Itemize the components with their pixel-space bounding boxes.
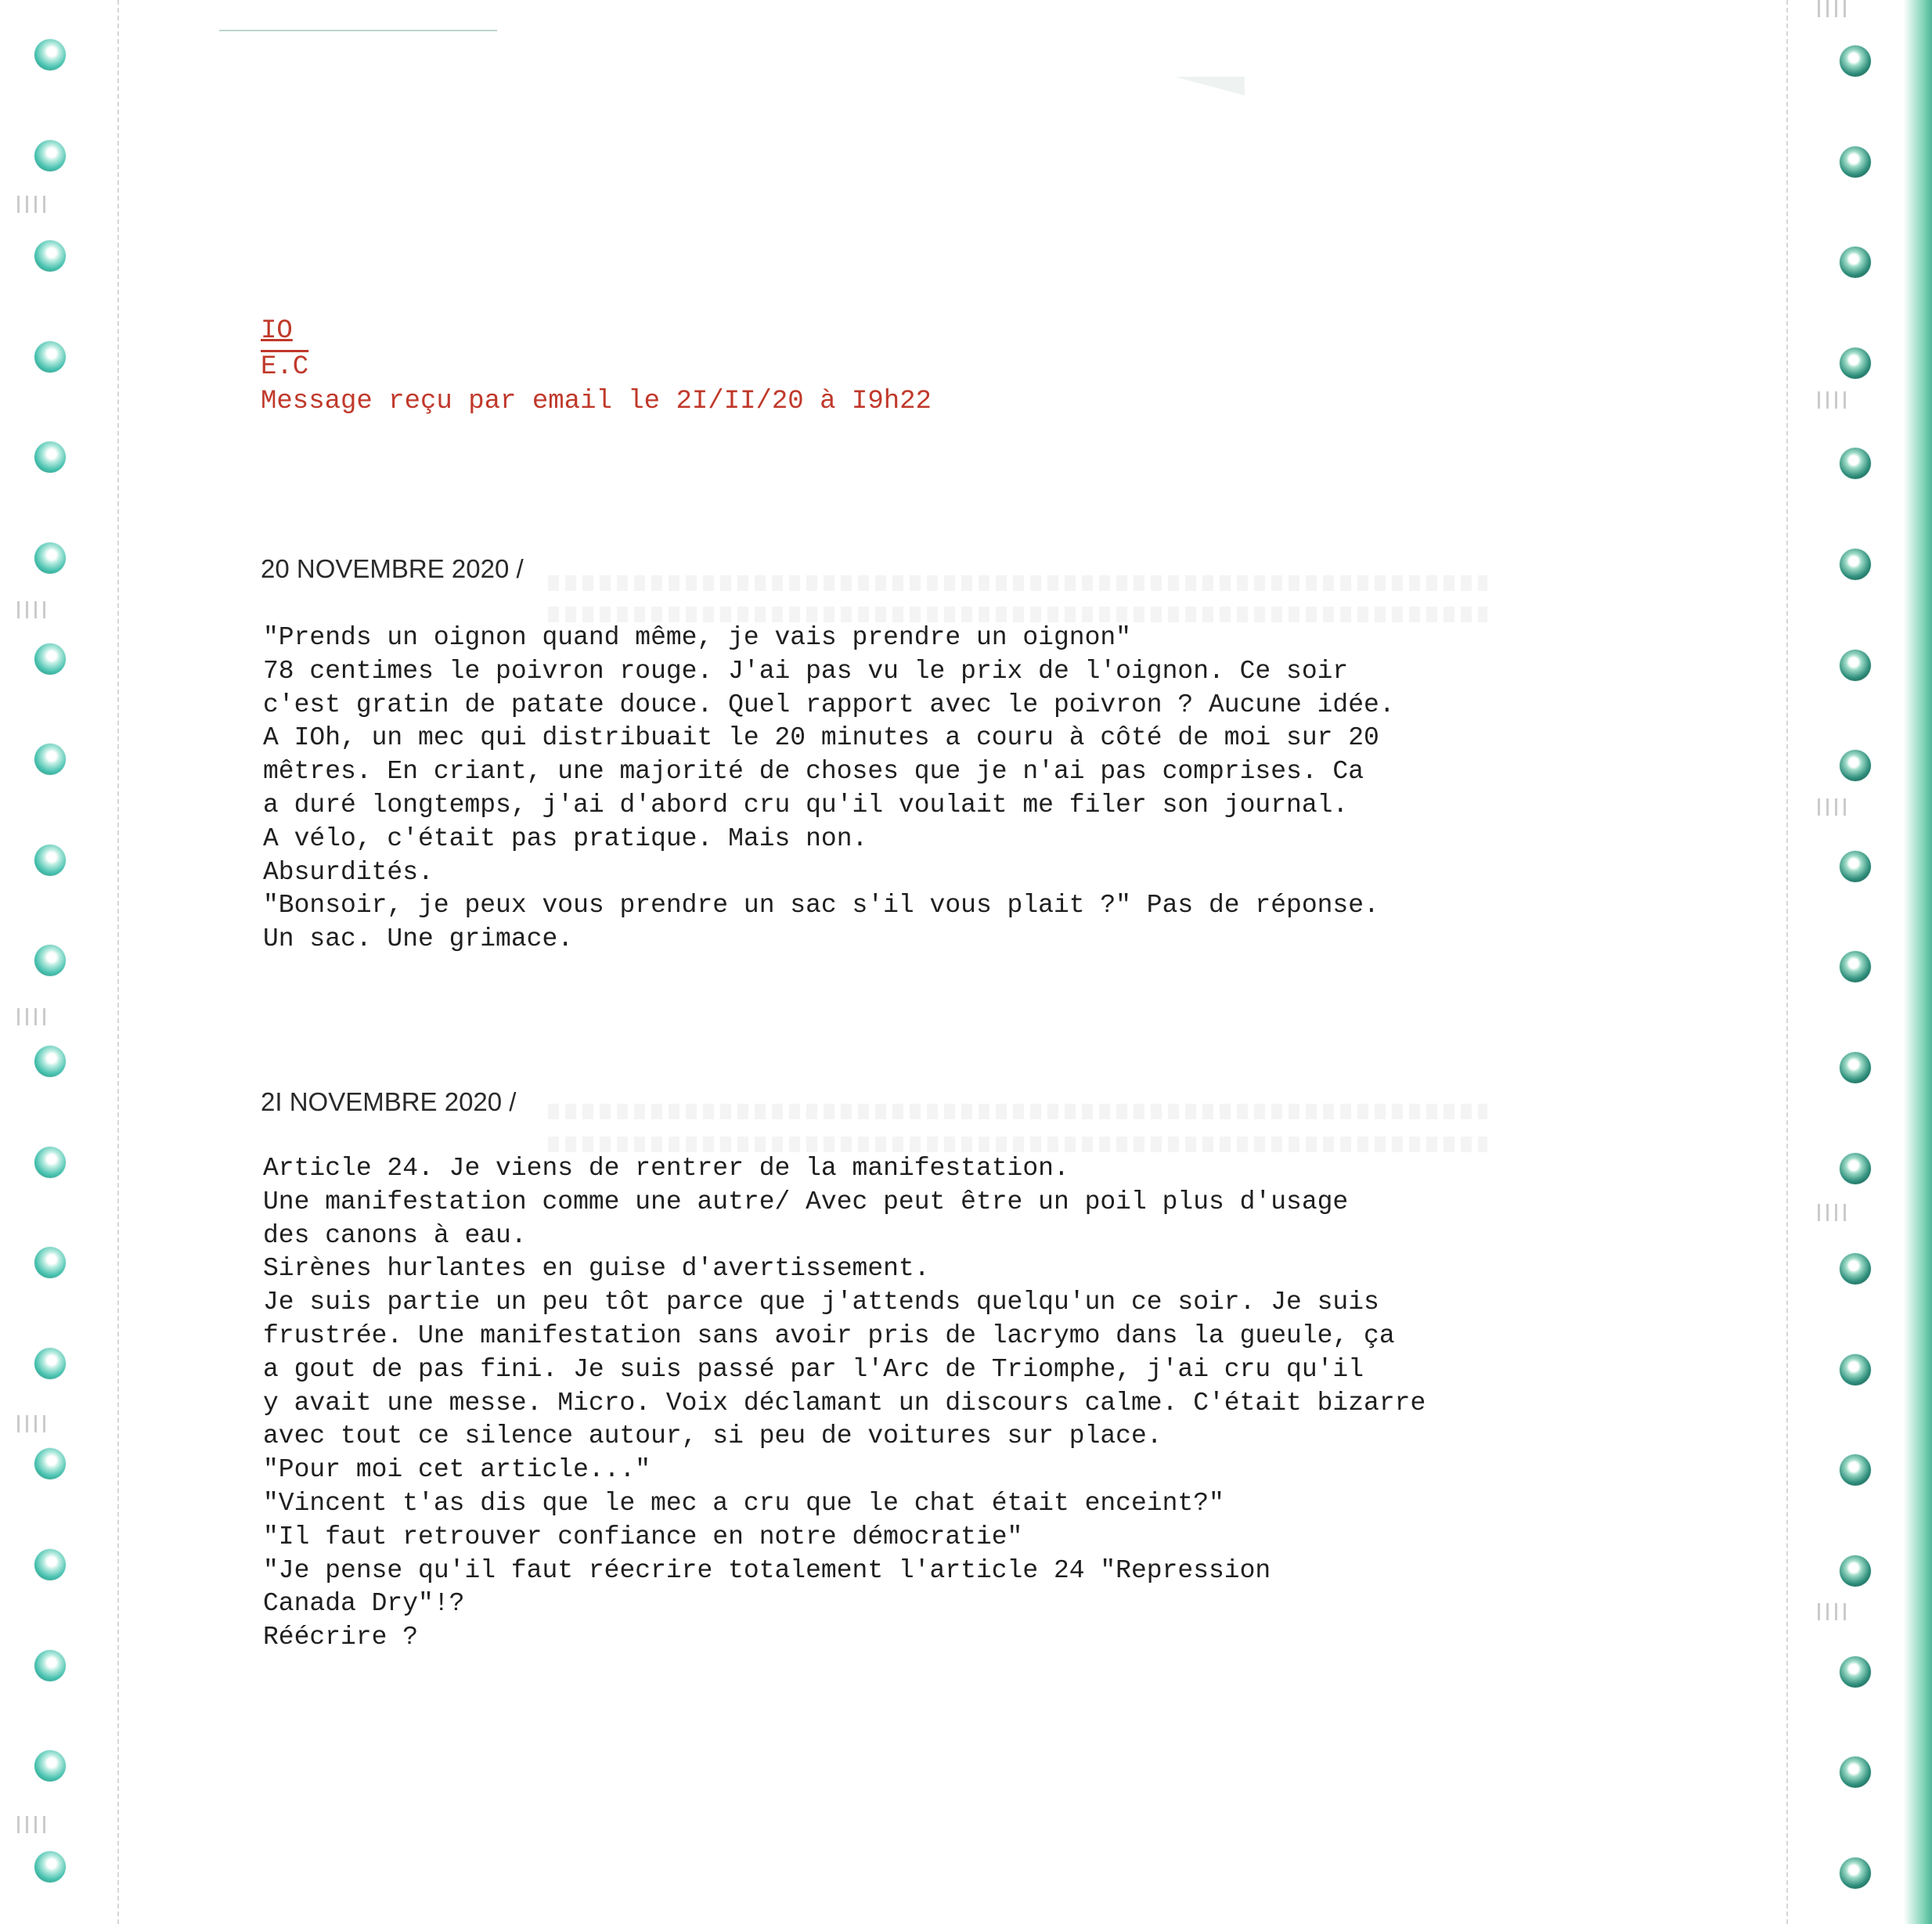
entry-line: a gout de pas fini. Je suis passé par l'Arc de Triomphe, j'ai cru qu'il <box>263 1354 1364 1384</box>
perforation-mark <box>1818 1204 1852 1221</box>
paper-mark <box>1174 77 1245 95</box>
entry-line: Absurdités. <box>263 857 434 887</box>
tractor-hole <box>34 1046 66 1077</box>
right-page-edge <box>1904 0 1932 1924</box>
show-through-text <box>548 1137 1487 1152</box>
entry-date: 20 NOVEMBRE 2020 / <box>261 554 524 583</box>
tractor-hole <box>1840 1052 1871 1083</box>
perforation-mark <box>17 1816 52 1833</box>
tractor-hole <box>34 140 66 171</box>
received-message-line: Message reçu par email le 2I/II/20 à I9h22 <box>261 387 932 416</box>
show-through-text <box>548 575 1487 591</box>
diary-entry <box>263 622 1625 957</box>
entry-line: Canada Dry"!? <box>263 1589 465 1619</box>
tractor-hole <box>1840 247 1871 278</box>
tractor-hole <box>34 240 66 272</box>
entry-line: A vélo, c'était pas pratique. Mais non. <box>263 823 868 853</box>
entry-line: "Pour moi cet article..." <box>263 1455 651 1485</box>
tractor-hole <box>1840 1354 1871 1385</box>
tractor-hole <box>34 341 66 373</box>
tractor-hole <box>34 643 66 675</box>
entry-line: Un sac. Une grimace. <box>263 924 574 954</box>
tractor-hole <box>34 1448 66 1479</box>
perforation-mark <box>1818 1603 1852 1620</box>
tractor-hole <box>1840 45 1871 77</box>
perforation-mark <box>17 601 52 618</box>
tractor-hole <box>34 1147 66 1178</box>
tractor-hole <box>1840 549 1871 580</box>
entry-line: Réécrire ? <box>263 1623 419 1652</box>
tractor-hole <box>1840 1454 1871 1486</box>
author-initials: E.C <box>261 352 309 382</box>
entry-line: frustrée. Une manifestation sans avoir pris de lacrymo dans la gueule, ça <box>263 1320 1395 1350</box>
tractor-hole <box>1840 146 1871 178</box>
perforation-mark <box>1818 798 1852 816</box>
tractor-hole <box>34 1851 66 1883</box>
entry-line: y avait une messe. Micro. Voix déclamant un discours calme. C'était bizarre <box>263 1388 1426 1418</box>
tractor-hole <box>1840 448 1871 479</box>
tractor-hole <box>1840 1253 1871 1284</box>
tractor-hole <box>34 945 66 976</box>
tractor-hole <box>1840 1857 1871 1889</box>
tractor-hole <box>34 39 66 70</box>
entry-line: "Je pense qu'il faut réecrire totalement l'article 24 "Repression <box>263 1555 1271 1585</box>
show-through-text <box>548 607 1487 622</box>
tractor-hole <box>1840 851 1871 882</box>
tractor-hole <box>34 1348 66 1379</box>
tractor-hole <box>34 1650 66 1681</box>
entry-line: Article 24. Je viens de rentrer de la manifestation. <box>263 1154 1069 1183</box>
tractor-hole <box>1840 1656 1871 1688</box>
entry-date: 2I NOVEMBRE 2020 / <box>261 1087 517 1116</box>
diary-entry <box>263 1152 1625 1655</box>
entry-line: avec tout ce silence autour, si peu de voitures sur place. <box>263 1421 1162 1451</box>
perforation-mark <box>1818 0 1852 17</box>
entry-line: "Bonsoir, je peux vous prendre un sac s'il vous plait ?" Pas de réponse. <box>263 891 1379 921</box>
tractor-hole <box>34 542 66 574</box>
tractor-hole <box>34 1247 66 1278</box>
entry-line: a duré longtemps, j'ai d'abord cru qu'il voulait me filer son journal. <box>263 790 1349 820</box>
tractor-hole <box>34 1549 66 1580</box>
entry-line: Une manifestation comme une autre/ Avec peut être un poil plus d'usage <box>263 1187 1349 1216</box>
entry-line: "Il faut retrouver confiance en notre démocratie" <box>263 1522 1023 1551</box>
entry-line: "Prends un oignon quand même, je vais prendre un oignon" <box>263 623 1131 652</box>
tractor-hole <box>1840 1756 1871 1788</box>
tractor-hole <box>34 845 66 876</box>
tractor-hole <box>34 1750 66 1782</box>
entry-line: A IOh, un mec qui distribuait le 20 minutes a couru à côté de moi sur 20 <box>263 723 1379 753</box>
tractor-hole <box>34 744 66 775</box>
show-through-text <box>548 1104 1487 1119</box>
perforation-mark <box>1818 391 1852 409</box>
tractor-hole <box>1840 650 1871 681</box>
entry-line: des canons à eau. <box>263 1220 527 1250</box>
entry-line: "Vincent t'as dis que le mec a cru que le chat était enceint?" <box>263 1488 1224 1518</box>
tractor-hole <box>1840 1153 1871 1184</box>
top-rule <box>219 30 497 31</box>
perforation-mark <box>17 1008 52 1025</box>
entry-line: mêtres. En criant, une majorité de choses que je n'ai pas comprises. Ca <box>263 757 1364 787</box>
tractor-hole <box>1840 951 1871 982</box>
perforation-mark <box>17 196 52 213</box>
tractor-hole <box>1840 750 1871 781</box>
entry-line: c'est gratin de patate douce. Quel rapport avec le poivron ? Aucune idée. <box>263 690 1395 719</box>
letter-number: IO <box>261 316 293 346</box>
perforation-mark <box>17 1415 52 1432</box>
entry-line: 78 centimes le poivron rouge. J'ai pas vu le prix de l'oignon. Ce soir <box>263 656 1349 686</box>
tractor-hole <box>34 441 66 473</box>
entry-line: Je suis partie un peu tôt parce que j'attends quelqu'un ce soir. Je suis <box>263 1288 1379 1317</box>
entry-line: Sirènes hurlantes en guise d'avertissement. <box>263 1254 930 1284</box>
tractor-hole <box>1840 348 1871 379</box>
tractor-hole <box>1840 1555 1871 1587</box>
